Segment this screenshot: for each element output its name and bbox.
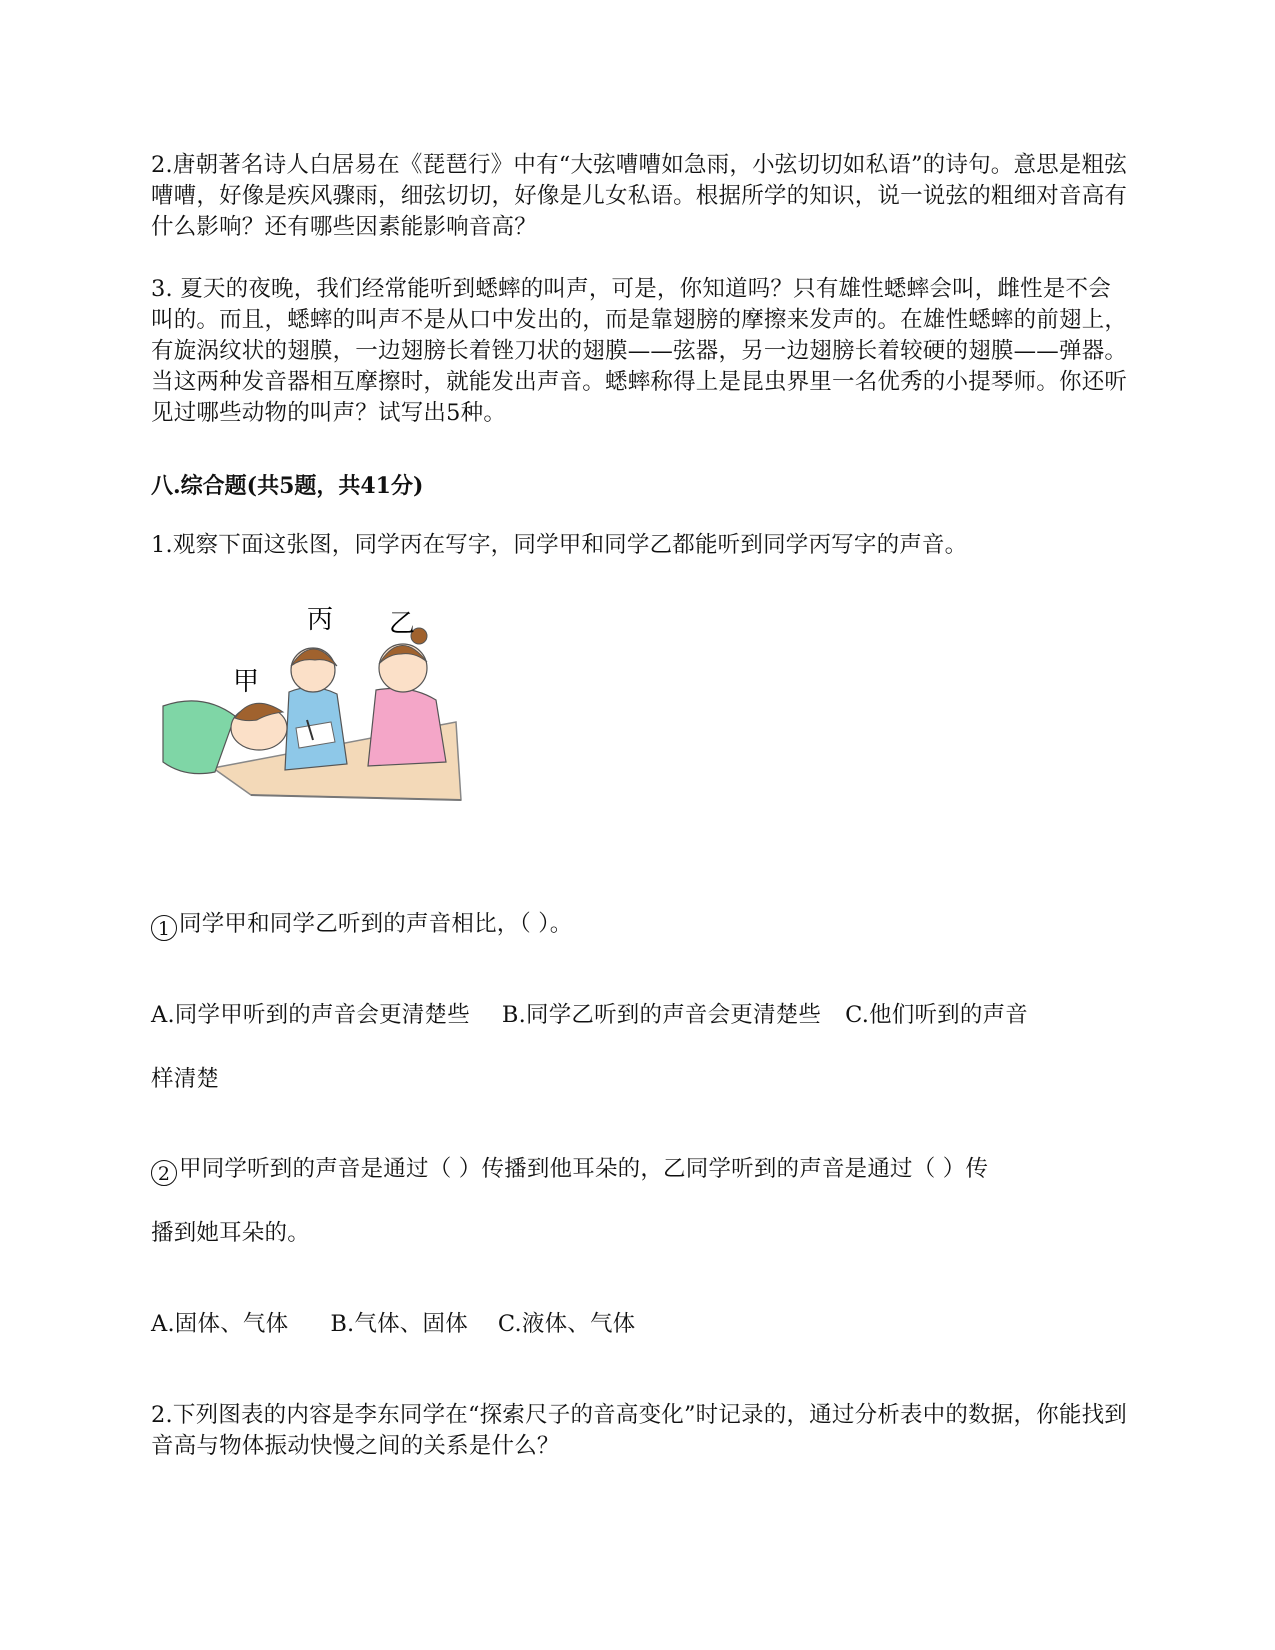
students-illustration — [161, 600, 471, 845]
question-2-text: 2.唐朝著名诗人白居易在《琵琶行》中有“大弦嘈嘈如急雨，小弦切切如私语”的诗句。意思是粗弦嘈嘈，好像是疾风骤雨，细弦切切，好像是儿女私语。根据所学的知识，说一说弦的粗细对音高有什么影响？还有哪些因素能影响音高？ — [151, 152, 1128, 240]
boy-jia-body — [163, 701, 235, 774]
option2-b: B.气体、固体 — [330, 1311, 468, 1337]
section-q2-text: 2.下列图表的内容是李东同学在“探索尺子的音高变化”时记录的，通过分析表中的数据，你能找到音高与物体振动快慢之间的关系是什么？ — [151, 1402, 1127, 1459]
option-c-continued: 样清楚 — [151, 1066, 220, 1092]
option-a: A.同学甲听到的声音会更清楚些 — [151, 1002, 470, 1028]
sub-question-2-continued: 播到她耳朵的。 — [151, 1220, 310, 1246]
sub-question-2 — [151, 1154, 988, 1186]
label-yi: 乙 — [389, 609, 416, 639]
label-jia: 甲 — [233, 667, 260, 697]
section-heading: 八.综合题(共5题，共41分) — [151, 473, 424, 499]
question-3-text: 3. 夏天的夜晚，我们经常能听到蟋蟀的叫声，可是，你知道吗？只有雄性蟋蟀会叫，雌性是不会叫的。而且，蟋蟀的叫声不是从口中发出的，而是靠翅膀的摩擦来发声的。在雄性蟋蟀的前翅上，有旋涡纹状的翅膜，一边翅膀长着锉刀状的翅膜——弦器，另一边翅膀长着较硬的翅膜——弹器。当这两种发音器相互摩擦时，就能发出声音。蟋蟀称得上是昆虫界里一名优秀的小提琴师。你还听见过哪些动物的叫声？试写出5种。 — [151, 276, 1128, 426]
students-drawing — [161, 600, 471, 845]
option-c: C.他们听到的声音 — [845, 1002, 1028, 1028]
label-bing: 丙 — [307, 605, 334, 635]
option2-a: A.固体、气体 — [151, 1311, 289, 1337]
sub-question-1-options — [151, 1000, 1028, 1031]
option2-c: C.液体、气体 — [497, 1311, 636, 1337]
sub-question-2-options — [151, 1309, 635, 1340]
sub-question-1-text: 同学甲和同学乙听到的声音相比，（ ）。 — [179, 911, 573, 937]
option-b: B.同学乙听到的声音会更清楚些 — [501, 1002, 822, 1028]
sub-question-2-text: 甲同学听到的声音是通过（ ）传播到他耳朵的，乙同学听到的声音是通过（ ）传 — [179, 1156, 989, 1182]
sub-question-1 — [151, 909, 572, 941]
section-q1-text: 1.观察下面这张图，同学丙在写字，同学甲和同学乙都能听到同学丙写字的声音。 — [151, 532, 968, 558]
circled-number-2: 2 — [151, 1160, 177, 1186]
circled-number-1: 1 — [151, 915, 177, 941]
girl-yi-body — [368, 688, 446, 766]
